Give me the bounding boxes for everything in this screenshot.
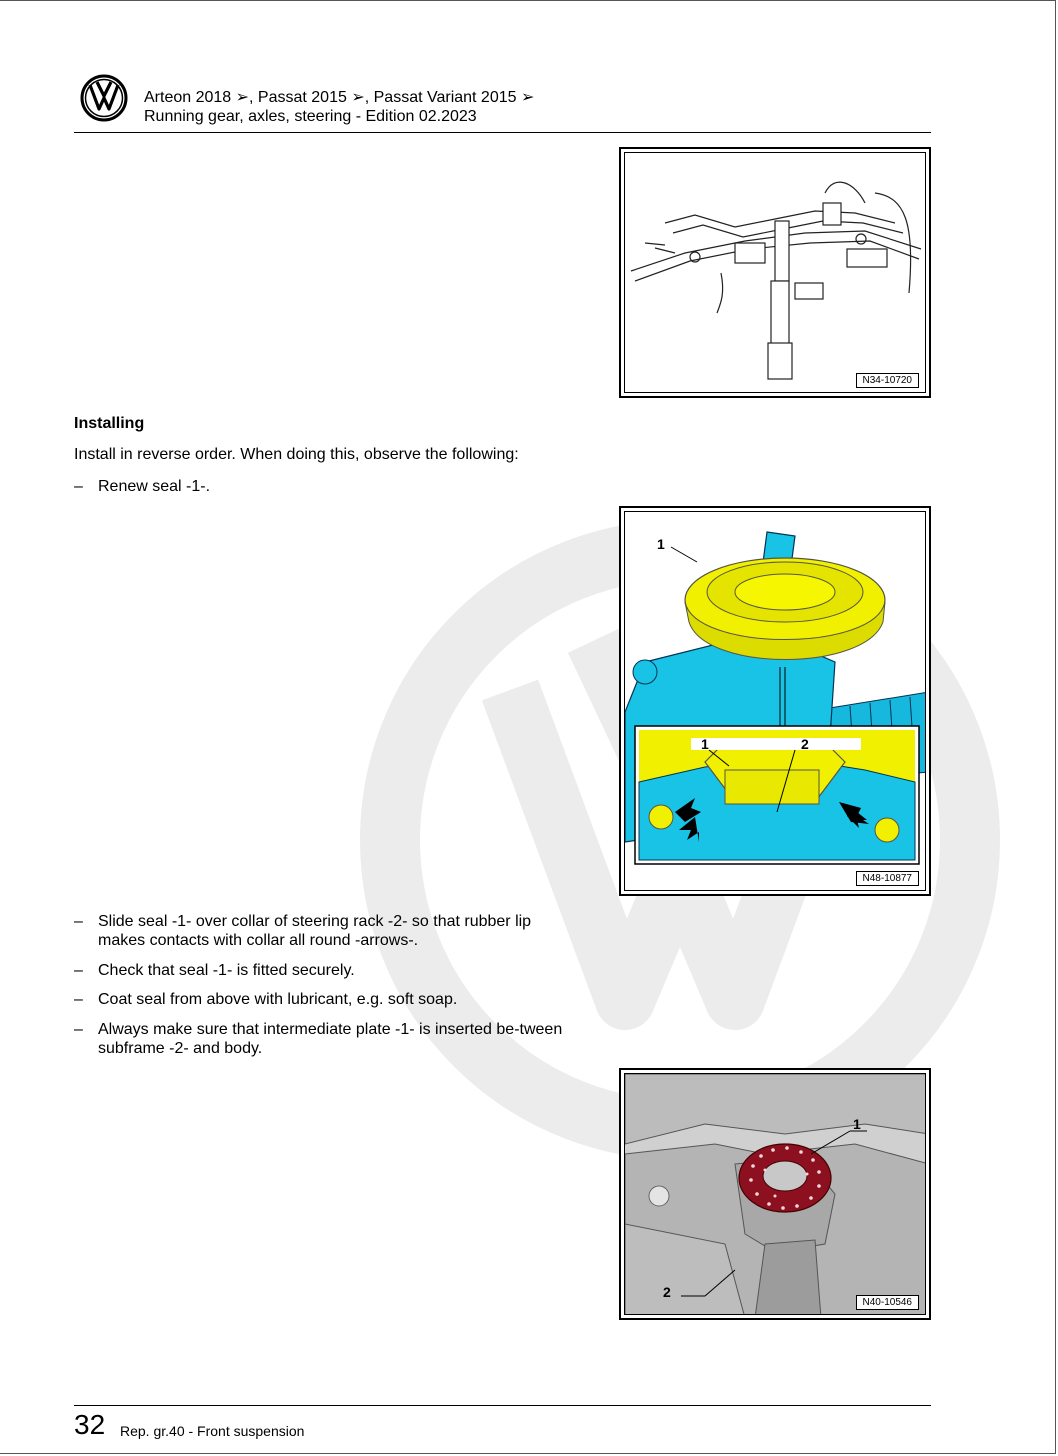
seal-rack-drawing <box>625 512 926 891</box>
callout-label: 2 <box>663 1284 671 1300</box>
header-title-line2: Running gear, axles, steering - Edition 02.2023 <box>144 108 477 125</box>
step-text: Slide seal -1- over collar of steering rack -2- so that rubber lip makes contacts with collar all round -arrows-. <box>98 913 532 949</box>
step-item <box>74 912 574 950</box>
callout-label: 1 <box>701 736 709 752</box>
step-dash: – <box>74 962 83 979</box>
figure-intermediate-plate <box>619 1068 931 1320</box>
figure-steering-assembly <box>619 147 931 398</box>
step-dash: – <box>74 991 83 1008</box>
step-dash: – <box>74 913 83 930</box>
page-number: 32 <box>74 1409 106 1440</box>
figure-code: N40-10546 <box>856 1295 919 1310</box>
page-footer <box>74 1405 931 1440</box>
step-item <box>74 961 574 980</box>
step-text: Check that seal -1- is fitted securely. <box>98 962 355 979</box>
step-dash: – <box>74 1021 83 1038</box>
figure-code: N34-10720 <box>856 373 919 388</box>
intro-text: Install in reverse order. When doing this, observe the following: <box>74 446 519 463</box>
step-text: Always make sure that intermediate plate -1- is inserted be-tween subframe -2- and body. <box>98 1021 563 1057</box>
figure-code: N48-10877 <box>856 871 919 886</box>
step-dash: – <box>74 478 83 495</box>
step-item <box>74 477 574 496</box>
footer-text: Rep. gr.40 - Front suspension <box>120 1423 305 1439</box>
header-title-line1: Arteon 2018 ➢, Passat 2015 ➢, Passat Variant 2015 ➢ <box>144 89 535 106</box>
figure-seal-steering-rack <box>619 506 931 896</box>
vw-logo-icon <box>80 74 128 122</box>
section-title: Installing <box>74 415 145 432</box>
step-text: Renew seal -1-. <box>98 478 211 495</box>
page-header <box>74 74 931 133</box>
step-item <box>74 990 574 1009</box>
callout-label: 1 <box>657 536 665 552</box>
step-item <box>74 1020 574 1058</box>
intermediate-plate-drawing <box>625 1074 926 1315</box>
steering-assembly-drawing <box>625 153 926 393</box>
step-text: Coat seal from above with lubricant, e.g. soft soap. <box>98 991 458 1008</box>
callout-label: 2 <box>801 736 809 752</box>
callout-label: 1 <box>853 1116 861 1132</box>
